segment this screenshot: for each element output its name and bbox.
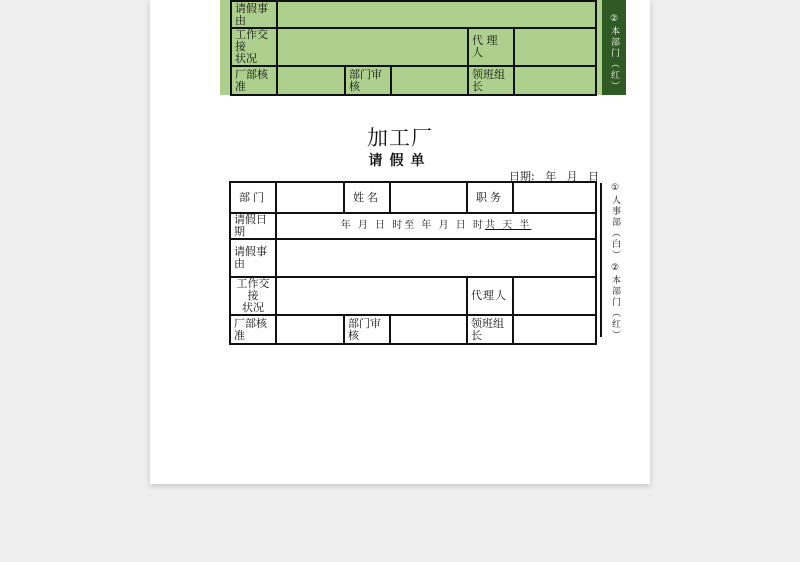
side-strip-text: ②本部门（红） (609, 14, 619, 92)
table-row (231, 66, 596, 95)
shift-leader-field[interactable] (513, 315, 596, 344)
dept-review-label: 部门审核 (345, 66, 391, 95)
factory-approval-field[interactable] (276, 315, 344, 344)
form-title: 加工厂 (367, 126, 433, 150)
handover-label: 工作交接 状况 (230, 277, 276, 315)
deputy-field[interactable] (514, 28, 596, 66)
factory-approval-label: 厂部核准 (230, 315, 276, 344)
shift-leader-field[interactable] (514, 66, 596, 95)
dept-review-field[interactable] (390, 315, 467, 344)
dept-review-field[interactable] (391, 66, 468, 95)
handover-label: 工作交接 状况 (231, 28, 277, 66)
name-field[interactable] (390, 182, 467, 213)
green-side-strip (602, 0, 626, 95)
reason-field[interactable] (276, 239, 596, 277)
reason-label: 请假事由 (230, 239, 276, 277)
deputy-field[interactable] (513, 277, 596, 315)
dept-label: 部门 (230, 182, 276, 213)
date-line: 日期: 年 月 日 (509, 170, 600, 183)
table-row (231, 28, 596, 66)
dept-copy-label: ②本部门（红） (610, 263, 620, 341)
side-divider (600, 183, 602, 337)
reason-label: 请假事由 (231, 1, 277, 28)
factory-approval-label: 厂部核准 (231, 66, 277, 95)
dept-field[interactable] (276, 182, 344, 213)
factory-approval-field[interactable] (277, 66, 345, 95)
leave-date-field[interactable] (276, 213, 596, 239)
leave-date-label: 请假日期 (230, 213, 276, 239)
shift-leader-label: 领班组长 (467, 315, 513, 344)
hr-copy-label: ①人事部（白） (610, 183, 620, 261)
form-subtitle: 请假单 (368, 153, 432, 169)
position-field[interactable] (513, 182, 596, 213)
reason-field[interactable] (277, 1, 596, 28)
handover-field[interactable] (277, 28, 468, 66)
green-form-table (230, 0, 597, 96)
table-row (230, 315, 596, 344)
leave-total: 共 天 半 (484, 220, 532, 231)
position-label: 职务 (467, 182, 513, 213)
shift-leader-label: 领班组长 (468, 66, 514, 95)
name-label: 姓名 (344, 182, 390, 213)
table-row (230, 213, 596, 239)
table-row (230, 277, 596, 315)
side-copy-labels (609, 183, 620, 343)
deputy-label: 代 理 人 (468, 28, 514, 66)
dept-review-label: 部门审核 (344, 315, 390, 344)
table-row (230, 239, 596, 277)
leave-form-table (229, 181, 597, 345)
handover-field[interactable] (276, 277, 467, 315)
leave-date-text: 年 月 日 时至 年 月 日 时 (340, 220, 485, 231)
table-row (230, 182, 596, 213)
deputy-label: 代理人 (467, 277, 513, 315)
table-row (231, 1, 596, 28)
